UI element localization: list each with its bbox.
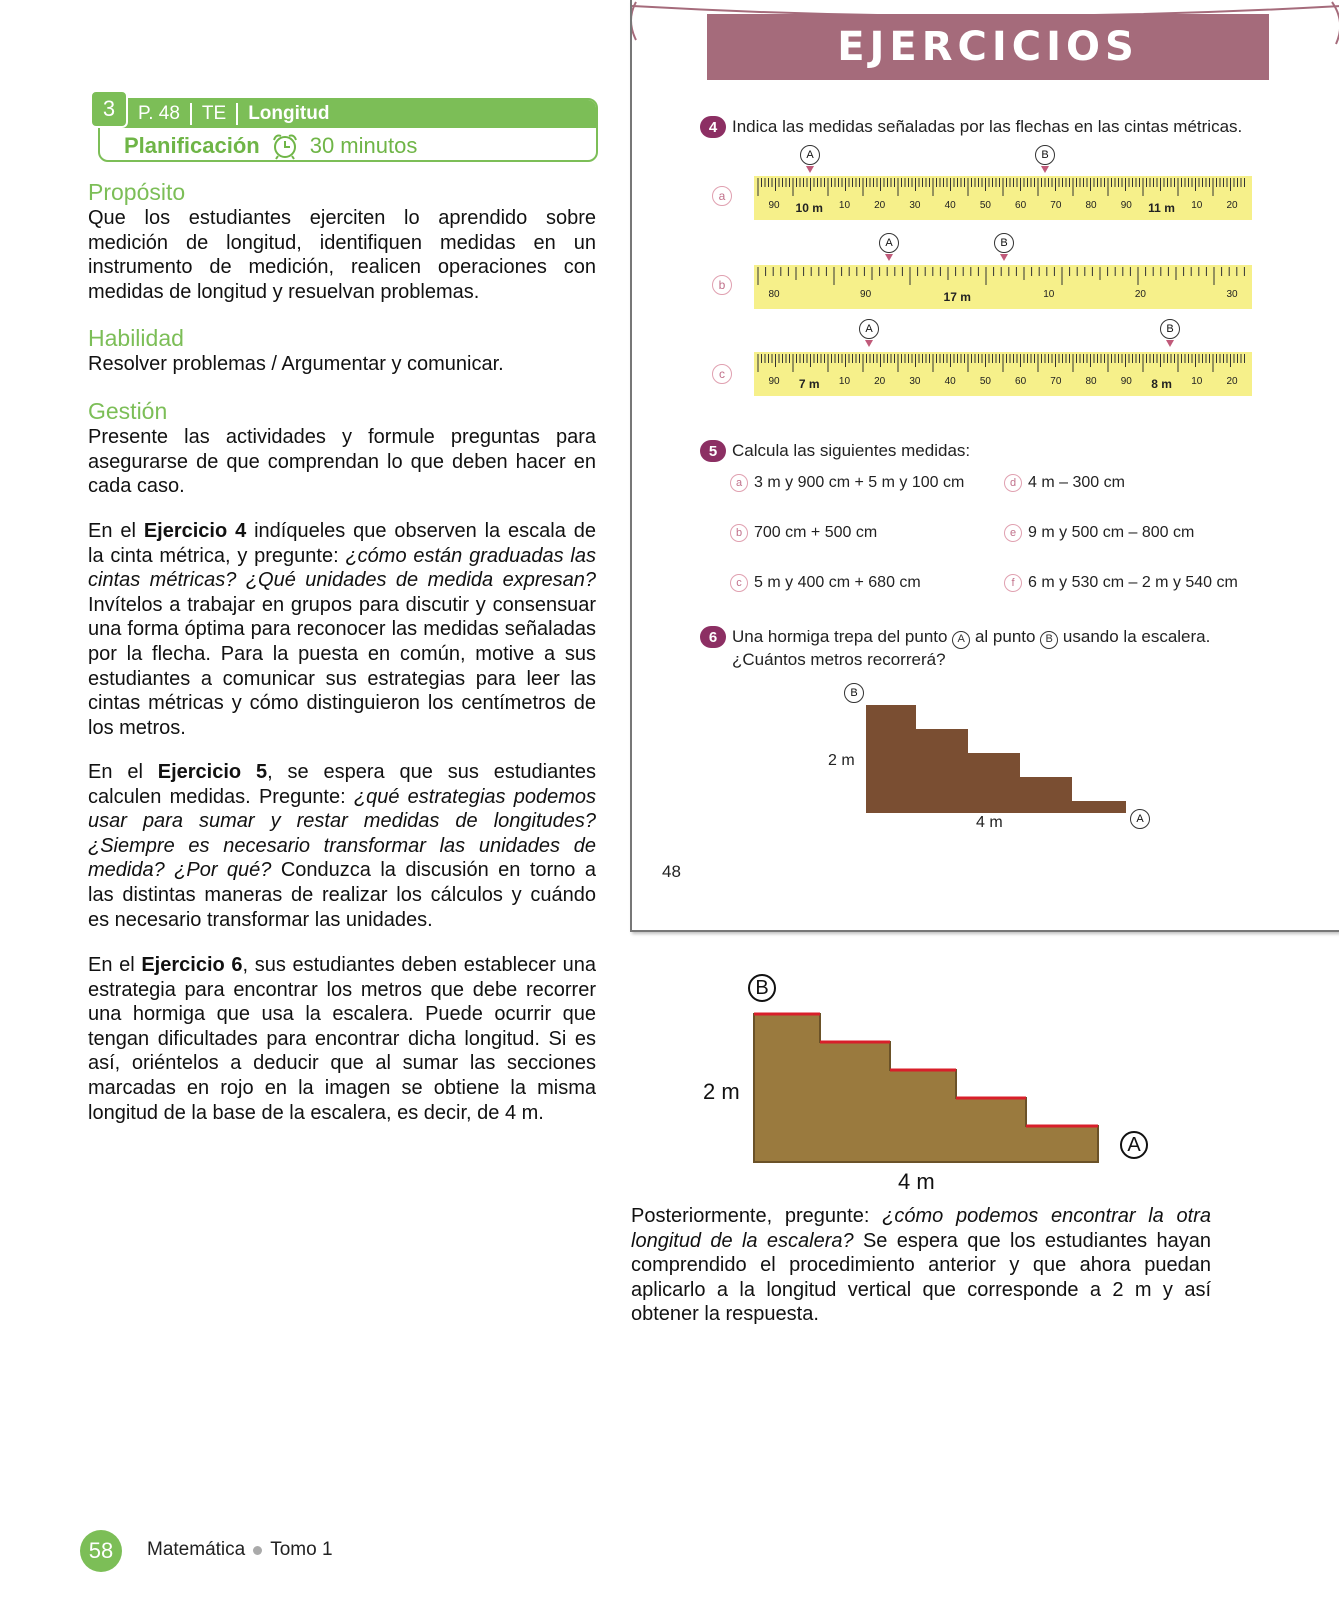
book-page-number: 48: [662, 862, 681, 881]
exercise5-text: Calcula las siguientes medidas:: [732, 441, 971, 460]
exercise6-number: 6: [700, 626, 726, 648]
small-stair-point-a: A: [1130, 809, 1150, 829]
lesson-topic: Longitud: [248, 103, 330, 124]
tape-c-label: 20: [1226, 376, 1238, 387]
exercise5-number: 5: [700, 440, 726, 462]
exercise4-paragraph: En el Ejercicio 4 indíqueles que observen la escala de la cinta métrica, y pregunte: ¿cómo están graduadas las cintas métricas? ¿Qué unidades de medida expresan? Invítelos a trabajar en grupos para discutir y consensuar una forma óptima para reconocer las medidas señaladas por la flecha. Para la puesta en común, motive a sus estudiantes a comunicar sus estrategias para leer las cintas métricas y cómo distinguieron los centímetros de los metros.: [88, 520, 596, 739]
planning-label: Planificación: [124, 133, 260, 158]
exercise4-heading: [700, 116, 1242, 138]
lesson-number-badge: 3: [90, 90, 128, 128]
tape-c-ticks: [754, 352, 1252, 396]
exercise5-heading: [700, 440, 970, 462]
small-stair-height: 2 m: [828, 752, 855, 769]
exercises-banner: [707, 14, 1269, 80]
large-stair-point-a: A: [1120, 1131, 1148, 1159]
tape-a-label: 10: [1191, 200, 1203, 211]
tape-c-label: 10: [1191, 376, 1203, 387]
tape-c-label: 80: [1085, 376, 1097, 387]
student-book-page: [630, 0, 1339, 932]
tape-a-label: 30: [909, 200, 921, 211]
calc-item-e: e 9 m y 500 cm – 800 cm: [1004, 524, 1194, 542]
footer-title: [147, 1539, 333, 1561]
tape-a-label: 70: [1050, 200, 1062, 211]
management-body: Presente las actividades y formule preguntas para asegurarse de que comprendan lo que deben hacer en cada caso.: [88, 426, 596, 498]
tape-b-marker-b: B: [994, 233, 1014, 253]
tape-c-arrow-a: [865, 340, 873, 347]
exercise4-text: Indica las medidas señaladas por las flechas en las cintas métricas.: [732, 117, 1243, 136]
tape-a-label: 10: [838, 200, 851, 211]
tape-a-arrow-b: [1041, 166, 1049, 173]
exercise6-text: Una hormiga trepa del punto A al punto B usando la escalera. ¿Cuántos metros recorrerá?: [732, 627, 1211, 669]
calc-item-c: c 5 m y 400 cm + 680 cm: [730, 574, 921, 592]
tape-b-label: 20: [1134, 289, 1146, 300]
exercise5-guidance: [88, 760, 596, 932]
calc-item-f: f 6 m y 530 cm – 2 m y 540 cm: [1004, 574, 1238, 592]
tape-a-label: 50: [979, 200, 991, 211]
tape-a-marker-a: A: [800, 145, 820, 165]
calc-item-d: d 4 m – 300 cm: [1004, 474, 1125, 492]
tape-c-marker-a: A: [859, 319, 879, 339]
tape-a-label: 20: [874, 200, 886, 211]
tape-a-arrow-a: [806, 166, 814, 173]
text-type: TE: [192, 103, 238, 125]
tape-b-label: 17 m: [943, 290, 971, 304]
exercise4-guidance: [88, 519, 596, 740]
skill-title: Habilidad: [88, 325, 184, 351]
exercise6-guidance: [88, 953, 596, 1125]
tape-b-label: 90: [860, 289, 872, 300]
follow-up-paragraph: Posteriormente, pregunte: ¿cómo podemos encontrar la otra longitud de la escalera? Se espera que los estudiantes hayan comprendido el procedimiento anterior y que ahora puedan aplicarlo a la longitud vertical que corresponde a 2 m y así obtener la respuesta.: [631, 1205, 1212, 1326]
tape-c-label: 20: [874, 376, 886, 387]
tape-b-arrow-a: [885, 254, 893, 261]
large-stair-base: 4 m: [898, 1169, 935, 1194]
small-stair-point-b: B: [844, 683, 864, 703]
skill-section: [88, 324, 596, 377]
tape-a-label: 10 m: [795, 201, 823, 215]
tape-c-marker-b: B: [1160, 319, 1180, 339]
lesson-header: [98, 98, 598, 162]
tape-a-marker-b: B: [1035, 145, 1055, 165]
alarm-clock-icon: [270, 132, 300, 160]
tape-c-label: 40: [944, 376, 956, 387]
tape-a-ticks: [754, 176, 1252, 220]
calc-item-b: b 700 cm + 500 cm: [730, 524, 877, 542]
large-staircase: [750, 1010, 1106, 1166]
skill-body: Resolver problemas / Argumentar y comunicar.: [88, 353, 504, 375]
purpose-section: [88, 178, 596, 304]
tape-a-label: 90: [768, 200, 780, 211]
tape-c-label: 7 m: [798, 377, 820, 391]
footer-separator-dot: [253, 1546, 262, 1555]
footer-subject: Matemática: [147, 1539, 246, 1560]
purpose-body: Que los estudiantes ejerciten lo aprendido sobre medición de longitud, identifiquen medidas en un instrumento de medición, realicen operaciones con medidas de longitud y resuelvan problemas.: [88, 207, 596, 303]
tape-c-letter: c: [712, 364, 732, 384]
tape-a-label: 90: [1120, 200, 1132, 211]
tape-b-label: 10: [1043, 289, 1055, 300]
calc-item-a: a 3 m y 900 cm + 5 m y 100 cm: [730, 474, 964, 492]
exercises-banner-title: EJERCICIOS: [837, 24, 1139, 70]
tape-b: [754, 265, 1252, 309]
tape-a-label: 40: [944, 200, 956, 211]
tape-a-label: 80: [1085, 200, 1097, 211]
tape-b-arrow-b: [1000, 254, 1008, 261]
tape-a-label: 11 m: [1148, 201, 1175, 215]
tape-c-label: 60: [1015, 376, 1027, 387]
planning-duration: 30 minutos: [309, 133, 418, 158]
tape-c-label: 50: [979, 376, 991, 387]
purpose-title: Propósito: [88, 179, 186, 205]
tape-c-label: 30: [909, 376, 921, 387]
management-title: Gestión: [88, 398, 168, 424]
management-section: [88, 397, 596, 499]
footer-volume: Tomo 1: [270, 1539, 333, 1560]
planning-row: [124, 130, 417, 162]
large-stair-height: 2 m: [703, 1079, 740, 1104]
tape-c-arrow-b: [1166, 340, 1174, 347]
tape-b-marker-a: A: [879, 233, 899, 253]
exercise4-number: 4: [700, 116, 726, 138]
tape-b-label: 30: [1226, 289, 1238, 300]
page-reference: P. 48: [100, 103, 192, 125]
tape-c-label: 8 m: [1151, 377, 1172, 391]
exercise5-paragraph: En el Ejercicio 5, se espera que sus estudiantes calculen medidas. Pregunte: ¿qué estrategias podemos usar para sumar y restar medidas de longitudes? ¿Siempre es necesario transformar las unidades de medida? ¿Por qué? Conduzca la discusión en torno a las distintas maneras de realizar los cálculos y cuándo es necesario transformar las unidades.: [88, 761, 596, 931]
tape-c-label: 70: [1050, 376, 1062, 387]
exercise6-heading: [700, 626, 1210, 670]
footer-page-badge: 58: [80, 1530, 122, 1572]
tape-c-label: 90: [1120, 376, 1132, 387]
tape-a: [754, 176, 1252, 220]
tape-a-label: 60: [1015, 200, 1027, 211]
tape-b-label: 80: [768, 289, 780, 300]
tape-b-letter: b: [712, 275, 732, 295]
tape-c: [754, 352, 1252, 396]
exercise6-paragraph: En el Ejercicio 6, sus estudiantes deben establecer una estrategia para encontrar los metros que debe recorrer una hormiga que usa la escalera. Puede ocurrir que tengan dificultades para encontrar dicha longitud. Si es así, oriéntelos a deducir que al sumar las secciones marcadas en rojo en la imagen se obtiene la misma longitud de la base de la escalera, es decir, de 4 m.: [88, 954, 596, 1124]
tape-a-label: 20: [1226, 200, 1238, 211]
tape-b-ticks: [754, 265, 1252, 309]
tape-a-letter: a: [712, 186, 732, 206]
small-stair-base: 4 m: [976, 814, 1003, 831]
small-staircase: [864, 703, 1134, 815]
lesson-header-bar: [100, 100, 596, 128]
tape-c-label: 90: [768, 376, 780, 387]
tape-c-label: 10: [838, 376, 851, 387]
large-stair-point-b: B: [748, 974, 776, 1002]
